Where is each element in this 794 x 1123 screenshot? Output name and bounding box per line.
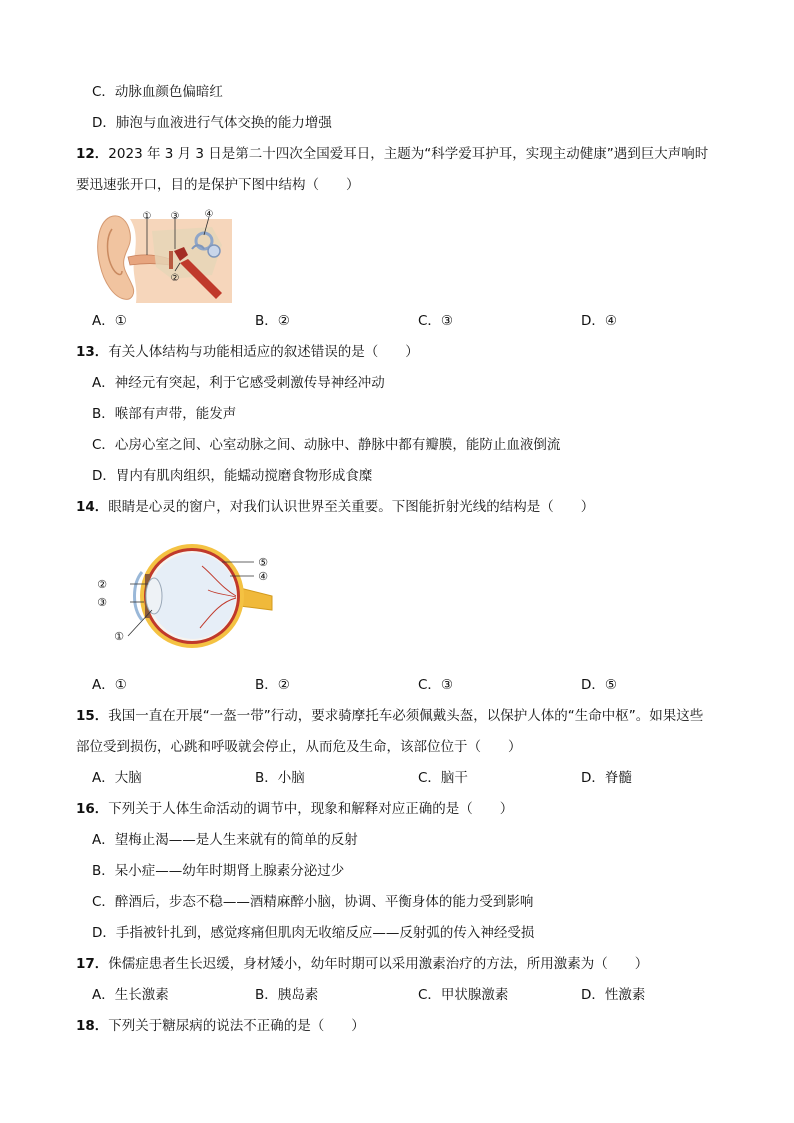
q14-option-b: B．② [255,677,290,693]
q11-option-c: C．动脉血颜色偏暗红 [92,84,223,100]
ear-label-3: ③ [170,211,180,222]
eyeball-diagram [92,540,282,652]
ear-label-4: ④ [204,209,214,220]
q13-option-c: C．心房心室之间、心室动脉之间、动脉中、静脉中都有瓣膜，能防止血液倒流 [92,437,561,453]
q17-option-d: D．性激素 [581,987,646,1003]
q15-stem-line2: 部位受到损伤，心跳和呼吸就会停止，从而危及生命，该部位位于（ ） [76,739,522,755]
q12-option-d: D．④ [581,313,617,329]
q17-number: 17． [76,956,109,972]
q15-option-d: D．脊髓 [581,770,632,786]
eye-label-3: ③ [97,596,107,609]
q13-number: 13． [76,344,109,360]
q16-option-d: D．手指被针扎到，感觉疼痛但肌肉无收缩反应——反射弧的传入神经受损 [92,925,535,941]
q12-option-c: C．③ [418,313,454,329]
q16-option-c: C．醉酒后，步态不稳——酒精麻醉小脑，协调、平衡身体的能力受到影响 [92,894,534,910]
q16-number: 16． [76,801,109,817]
q13-stem-text: 有关人体结构与功能相适应的叙述错误的是（ ） [108,344,419,360]
q15-stem-line1: 我国一直在开展“一盔一带”行动，要求骑摩托车必须佩戴头盔，以保护人体的“生命中枢”。如果这些 [108,708,704,724]
q13-option-d: D．胃内有肌肉组织，能蠕动搅磨食物形成食糜 [92,468,373,484]
q17-stem-text: 侏儒症患者生长迟缓，身材矮小，幼年时期可以采用激素治疗的方法，所用激素为（ ） [108,956,649,972]
q14-option-d: D．⑤ [581,677,617,693]
q12-option-a: A．① [92,313,127,329]
q14-stem-text: 眼睛是心灵的窗户，对我们认识世界至关重要。下图能折射光线的结构是（ ） [108,499,595,515]
q15-option-a: A．大脑 [92,770,142,786]
q12-stem [76,145,708,163]
q16-option-b: B．呆小症——幼年时期肾上腺素分泌过少 [92,863,345,879]
q14-stem [76,498,594,516]
eye-label-5: ⑤ [258,556,268,569]
q13-stem [76,343,419,361]
q14-option-a: A．① [92,677,127,693]
q17-option-a: A．生长激素 [92,987,169,1003]
eye-label-2: ② [97,578,107,591]
q11-option-d: D．肺泡与血液进行气体交换的能力增强 [92,115,332,131]
q15-stem [76,707,703,725]
q13-option-b: B．喉部有声带，能发声 [92,406,237,422]
q13-option-a: A．神经元有突起，利于它感受刺激传导神经冲动 [92,375,385,391]
q14-option-c: C．③ [418,677,454,693]
q12-stem-line1: 2023 年 3 月 3 日是第二十四次全国爱耳日，主题为“科学爱耳护耳，实现主动健康”遇到巨大声响时 [108,146,709,162]
ear-label-2: ② [170,273,180,284]
q15-option-b: B．小脑 [255,770,305,786]
q17-option-c: C．甲状腺激素 [418,987,509,1003]
eye-label-4: ④ [258,570,268,583]
q15-option-c: C．脑干 [418,770,468,786]
q18-number: 18． [76,1018,109,1034]
ear-label-1: ① [142,211,152,222]
q12-stem-line2: 要迅速张开口，目的是保护下图中结构（ ） [76,177,360,193]
q16-option-a: A．望梅止渴——是人生来就有的简单的反射 [92,832,358,848]
ear-diagram [92,205,242,305]
q15-number: 15． [76,708,109,724]
q18-stem-text: 下列关于糖尿病的说法不正确的是（ ） [108,1018,365,1034]
q18-stem [76,1017,365,1035]
q16-stem [76,800,513,818]
q12-option-b: B．② [255,313,290,329]
q14-number: 14． [76,499,109,515]
q17-stem [76,955,648,973]
q16-stem-text: 下列关于人体生命活动的调节中，现象和解释对应正确的是（ ） [108,801,514,817]
q12-number: 12． [76,146,109,162]
eye-label-1: ① [114,630,124,643]
q17-option-b: B．胰岛素 [255,987,319,1003]
